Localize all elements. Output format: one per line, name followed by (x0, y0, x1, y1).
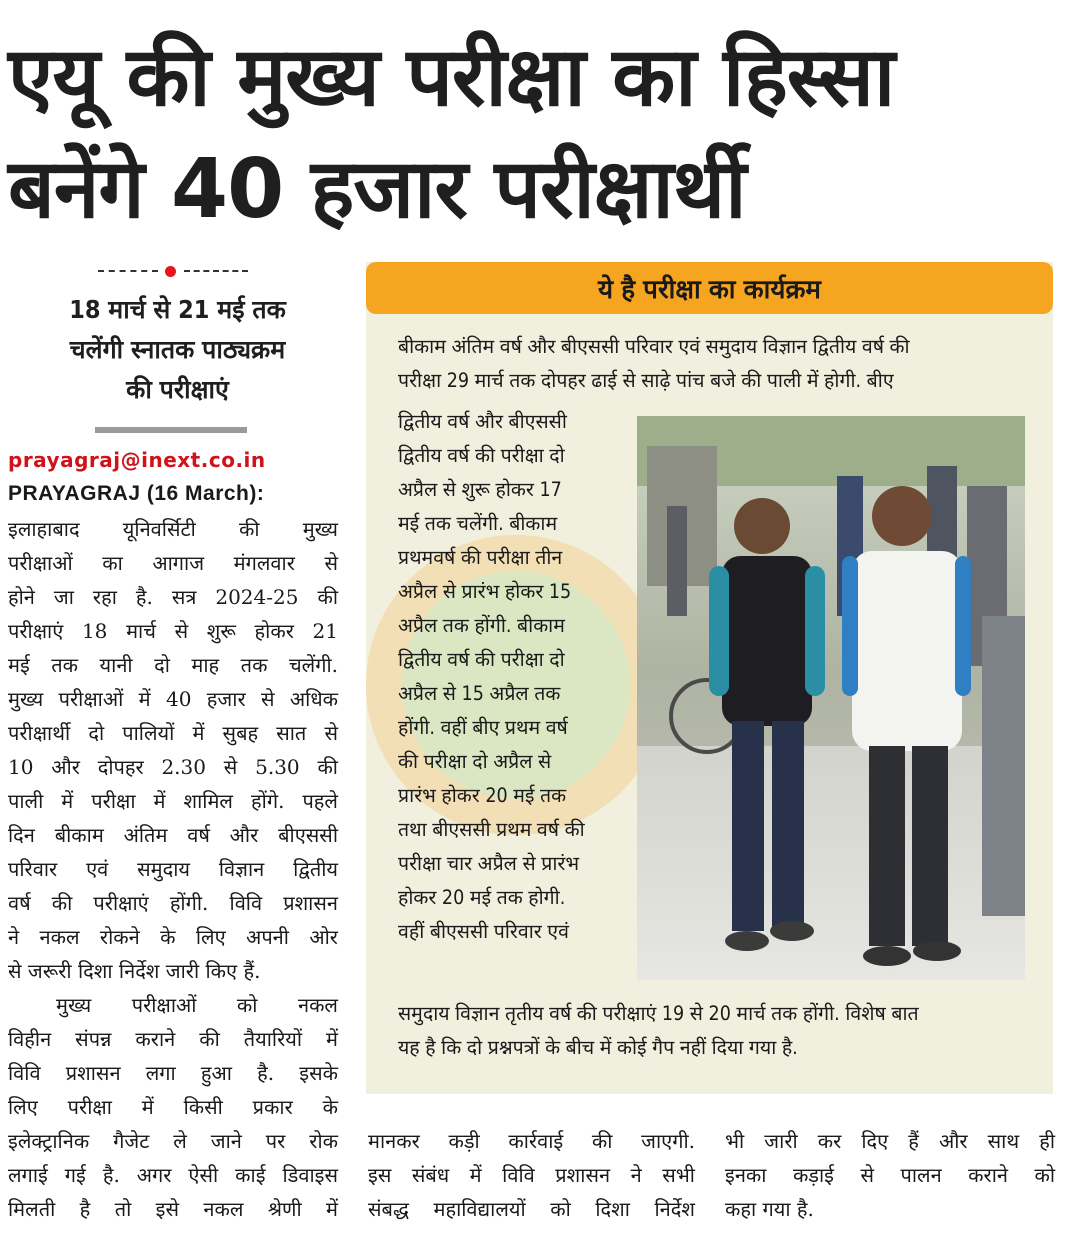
schedule-line: अप्रैल तक होंगी. बीकाम (398, 614, 565, 637)
divider (95, 427, 247, 433)
schedule-line: प्रथमवर्ष की परीक्षा तीन (398, 546, 563, 569)
article-middle-column (368, 1124, 695, 1226)
subheadline-line: चलेंगी स्नातक पाठ्यक्रम (69, 335, 286, 364)
article-line: इस संबंध में विवि प्रशासन ने सभी (368, 1163, 695, 1187)
article-line: मिलती है तो इसे नकल श्रेणी में (8, 1197, 338, 1221)
students-photo (637, 416, 1025, 980)
article-line: ने नकल रोकने के लिए अपनी ओर (8, 925, 338, 949)
article-line: मानकर कड़ी कार्रवाई की जाएगी. (368, 1129, 695, 1153)
headline-line-1: एयू की मुख्य परीक्षा का हिस्सा (8, 30, 895, 125)
schedule-line: समुदाय विज्ञान तृतीय वर्ष की परीक्षाएं 19 से 20 मार्च तक होंगी. विशेष बात (398, 1002, 919, 1025)
article-line: मुख्य परीक्षाओं में 40 हजार से अधिक (8, 687, 338, 711)
article-line: विहीन संपन्न कराने की तैयारियों में (8, 1027, 338, 1051)
article-line: दिन बीकाम अंतिम वर्ष और बीएससी (8, 823, 338, 847)
article-line: मई तक यानी दो माह तक चलेंगी. (8, 653, 338, 677)
headline (8, 22, 1068, 246)
red-dot-icon (165, 266, 176, 277)
schedule-line: तथा बीएससी प्रथम वर्ष की (398, 818, 585, 841)
article-left-column (8, 512, 338, 1226)
article-line: मुख्य परीक्षाओं को नकल (56, 993, 338, 1017)
schedule-line: प्रारंभ होकर 20 मई तक (398, 784, 567, 807)
dateline: PRAYAGRAJ (16 March): (8, 482, 265, 505)
schedule-line: द्वितीय वर्ष की परीक्षा दो (398, 444, 565, 467)
article-line: विवि प्रशासन लगा हुआ है. इसके (8, 1061, 338, 1085)
article-line: परीक्षाएं 18 मार्च से शुरू होकर 21 (8, 619, 338, 643)
article-line: परीक्षाओं का आगाज मंगलवार से (8, 551, 338, 575)
byline-email[interactable]: prayagraj@inext.co.in (8, 448, 266, 472)
students-photo-illustration (637, 416, 1025, 980)
article-line: वर्ष की परीक्षाएं होंगी. विवि प्रशासन (8, 891, 338, 915)
article-line: लिए परीक्षा में किसी प्रकार के (8, 1095, 338, 1119)
schedule-line: वहीं बीएससी परिवार एवं (398, 920, 569, 943)
schedule-top-text (398, 330, 1048, 398)
subheadline-line: की परीक्षाएं (126, 375, 229, 404)
schedule-line: परीक्षा चार अप्रैल से प्रारंभ (398, 852, 580, 875)
schedule-line: यह है कि दो प्रश्नपत्रों के बीच में कोई गैप नहीं दिया गया है. (398, 1036, 798, 1059)
subheadline (10, 290, 345, 410)
article-line: इनका कड़ाई से पालन कराने को (725, 1163, 1055, 1187)
schedule-box-title: ये है परीक्षा का कार्यक्रम (366, 262, 1053, 314)
article-line: पाली में परीक्षा में शामिल होंगे. पहले (8, 789, 338, 813)
decorative-separator (98, 266, 248, 276)
article-line: होने जा रहा है. सत्र 2024-25 की (8, 585, 338, 609)
schedule-line: द्वितीय वर्ष और बीएससी (398, 410, 567, 433)
headline-line-2: बनेंगे 40 हजार परीक्षार्थी (8, 142, 746, 237)
schedule-line: होंगी. वहीं बीए प्रथम वर्ष (398, 716, 568, 739)
schedule-line: अप्रैल से प्रारंभ होकर 15 (398, 580, 572, 603)
article-line: लगाई गई है. अगर ऐसी काई डिवाइस (8, 1163, 338, 1187)
schedule-line: की परीक्षा दो अप्रैल से (398, 750, 552, 773)
article-line: संबद्ध महाविद्यालयों को दिशा निर्देश (368, 1197, 695, 1221)
article-line: भी जारी कर दिए हैं और साथ ही (725, 1129, 1055, 1153)
schedule-line: बीकाम अंतिम वर्ष और बीएससी परिवार एवं समुदाय विज्ञान द्वितीय वर्ष की (398, 335, 910, 358)
article-right-column (725, 1124, 1055, 1226)
schedule-side-text (398, 405, 628, 949)
article-line: से जरूरी दिशा निर्देश जारी किए हैं. (8, 959, 261, 983)
schedule-line: मई तक चलेंगी. बीकाम (398, 512, 558, 535)
article-line: 10 और दोपहर 2.30 से 5.30 की (8, 755, 338, 779)
schedule-bottom-text (398, 997, 1048, 1065)
subheadline-line: 18 मार्च से 21 मई तक (69, 295, 286, 324)
article-line: परीक्षार्थी दो पालियों में सुबह सात से (8, 721, 338, 745)
article-line: इलाहाबाद यूनिवर्सिटी की मुख्य (8, 517, 338, 541)
schedule-line: परीक्षा 29 मार्च तक दोपहर ढाई से साढ़े पांच बजे की पाली में होगी. बीए (398, 369, 894, 392)
schedule-line: अप्रैल से शुरू होकर 17 (398, 478, 562, 501)
schedule-line: अप्रैल से 15 अप्रैल तक (398, 682, 561, 705)
article-line: इलेक्ट्रानिक गैजेट ले जाने पर रोक (8, 1129, 338, 1153)
schedule-line: होकर 20 मई तक होगी. (398, 886, 566, 909)
schedule-line: द्वितीय वर्ष की परीक्षा दो (398, 648, 565, 671)
article-line: कहा गया है. (725, 1197, 814, 1221)
article-line: परिवार एवं समुदाय विज्ञान द्वितीय (8, 857, 338, 881)
